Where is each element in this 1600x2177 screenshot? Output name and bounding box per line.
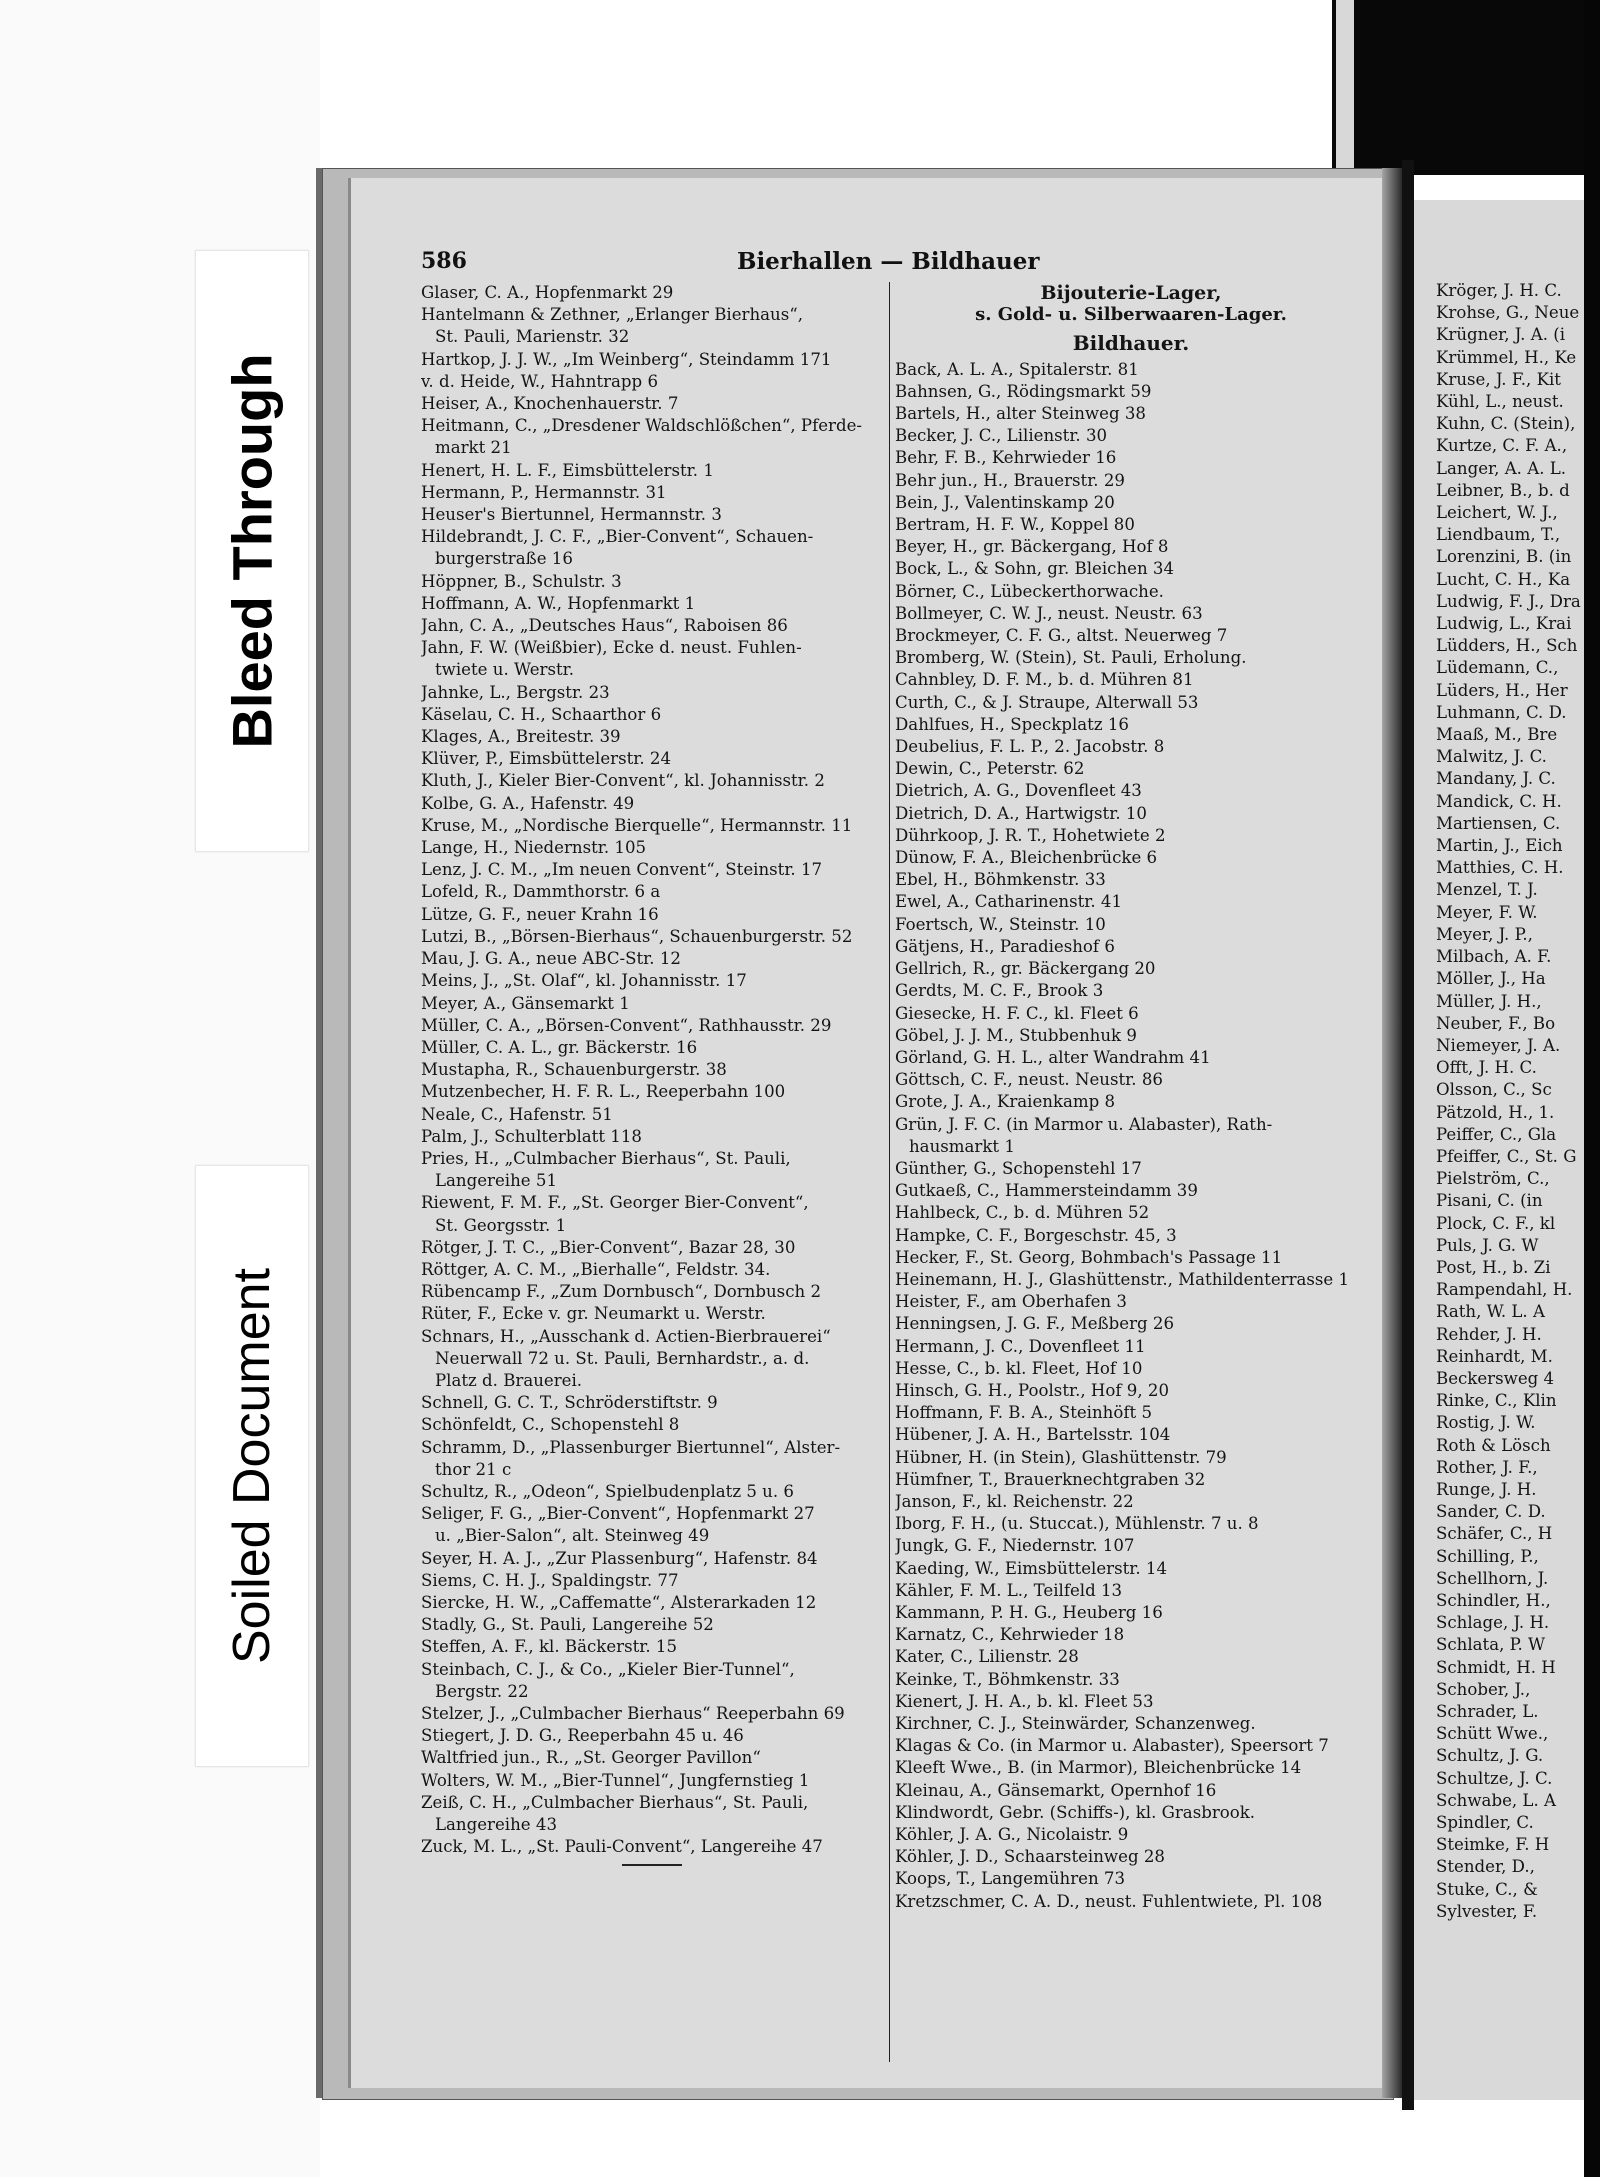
- directory-entry: Kleeft Wwe., B. (in Marmor), Bleichenbrücke 14: [895, 1758, 1302, 1778]
- facing-entry: Schütt Wwe.,: [1436, 1724, 1549, 1744]
- directory-entry: Henert, H. L. F., Eimsbüttelerstr. 1: [421, 460, 714, 480]
- book-gutter: [1382, 168, 1402, 2098]
- directory-entry: Seliger, F. G., „Bier-Convent“, Hopfenmarkt 27: [421, 1504, 815, 1524]
- directory-entry: Rübencamp F., „Zum Dornbusch“, Dornbusch 2: [421, 1282, 822, 1302]
- directory-entry: Hecker, F., St. Georg, Bohmbach's Passage 11: [895, 1247, 1283, 1267]
- directory-entry: Müller, C. A., „Börsen-Convent“, Rathhausstr. 29: [421, 1015, 832, 1035]
- directory-entry: Hartkop, J. J. W., „Im Weinberg“, Steindamm 171: [421, 349, 832, 369]
- directory-entry: Karnatz, C., Kehrwieder 18: [895, 1625, 1125, 1645]
- directory-entry: Bein, J., Valentinskamp 20: [895, 492, 1115, 512]
- directory-entry: Stelzer, J., „Culmbacher Bierhaus“ Reeperbahn 69: [421, 1704, 845, 1723]
- facing-entry: Rampendahl, H.: [1436, 1280, 1573, 1300]
- directory-entry: Heitmann, C., „Dresdener Waldschlößchen“, Pferde-: [421, 416, 863, 436]
- facing-entry: Sander, C. D.: [1436, 1502, 1546, 1522]
- facing-entry: Kuhn, C. (Stein),: [1436, 414, 1576, 434]
- directory-entry: Hantelmann & Zethner, „Erlanger Bierhaus“,: [421, 305, 804, 325]
- directory-entry: Ewel, A., Catharinenstr. 41: [895, 892, 1123, 912]
- bildhauer-heading: Bildhauer.: [1072, 331, 1190, 356]
- directory-entry: Bergstr. 22: [435, 1681, 529, 1701]
- directory-entry: Köhler, J. D., Schaarsteinweg 28: [895, 1847, 1165, 1867]
- directory-entry: Langereihe 51: [435, 1171, 557, 1191]
- directory-entry: Stadly, G., St. Pauli, Langereihe 52: [421, 1615, 714, 1635]
- facing-entry: Lorenzini, B. (in: [1436, 547, 1572, 567]
- directory-entry: St. Georgsstr. 1: [435, 1215, 567, 1235]
- directory-entry: Günther, G., Schopenstehl 17: [895, 1158, 1142, 1178]
- facing-page-column: [1436, 280, 1586, 1923]
- facing-entry: Malwitz, J. C.: [1436, 747, 1547, 767]
- facing-entry: Schultze, J. C.: [1436, 1768, 1553, 1788]
- directory-entry: Deubelius, F. L. P., 2. Jacobstr. 8: [895, 737, 1165, 757]
- directory-entry: Gerdts, M. C. F., Brook 3: [895, 981, 1104, 1001]
- dark-scan-edge: [1332, 0, 1600, 175]
- bleed-through-label-text: Bleed Through: [220, 353, 284, 749]
- directory-entry: Hümfner, T., Brauerknechtgraben 32: [895, 1469, 1206, 1489]
- facing-entry: Niemeyer, J. A.: [1436, 1035, 1561, 1055]
- facing-entry: Schlage, J. H.: [1436, 1613, 1550, 1633]
- directory-entry: Lütze, G. F., neuer Krahn 16: [421, 904, 659, 924]
- directory-entry: Bromberg, W. (Stein), St. Pauli, Erholung.: [895, 648, 1247, 668]
- directory-entry: Ebel, H., Böhmkenstr. 33: [895, 870, 1106, 890]
- facing-entry: Spindler, C.: [1436, 1813, 1534, 1833]
- directory-entry: Heiser, A., Knochenhauerstr. 7: [421, 394, 679, 414]
- directory-entry: Gellrich, R., gr. Bäckergang 20: [895, 959, 1156, 979]
- directory-entry: Hübener, J. A. H., Bartelsstr. 104: [895, 1425, 1171, 1445]
- directory-entry: Hesse, C., b. kl. Fleet, Hof 10: [895, 1358, 1143, 1378]
- page-gap: [1402, 160, 1414, 2110]
- directory-entry: Meyer, A., Gänsemarkt 1: [421, 993, 630, 1013]
- directory-entry: Kolbe, G. A., Hafenstr. 49: [421, 793, 635, 813]
- left-column: [421, 282, 883, 1866]
- soiled-document-label: [195, 1165, 309, 1767]
- directory-entry: Back, A. L. A., Spitalerstr. 81: [895, 359, 1139, 379]
- directory-entry: twiete u. Werstr.: [435, 660, 575, 680]
- directory-entry: Röttger, A. C. M., „Bierhalle“, Feldstr. 34.: [421, 1259, 771, 1279]
- facing-entry: Stender, D.,: [1436, 1857, 1535, 1877]
- directory-entry: Schnars, H., „Ausschank d. Actien-Bierbrauerei“: [421, 1326, 831, 1346]
- facing-entry: Pielström, C.,: [1436, 1169, 1550, 1189]
- directory-entry: Beyer, H., gr. Bäckergang, Hof 8: [895, 537, 1169, 557]
- directory-entry: Riewent, F. M. F., „St. Georger Bier-Convent“,: [421, 1193, 809, 1213]
- facing-entry: Schlata, P. W: [1436, 1635, 1546, 1655]
- directory-entry: Lenz, J. C. M., „Im neuen Convent“, Steinstr. 17: [421, 860, 823, 880]
- directory-entry: Brockmeyer, C. F. G., altst. Neuerweg 7: [895, 626, 1228, 646]
- facing-entry: Pisani, C. (in: [1436, 1191, 1543, 1211]
- facing-entry: Runge, J. H.: [1436, 1479, 1537, 1499]
- directory-entry: Heister, F., am Oberhafen 3: [895, 1292, 1127, 1312]
- facing-entry: Kurtze, C. F. A.,: [1436, 436, 1568, 456]
- directory-entry: Dewin, C., Peterstr. 62: [895, 759, 1085, 779]
- directory-entry: Lutzi, B., „Börsen-Bierhaus“, Schauenburgerstr. 52: [421, 926, 853, 946]
- directory-entry: Hermann, J. C., Dovenfleet 11: [895, 1336, 1146, 1356]
- directory-entry: Behr, F. B., Kehrwieder 16: [895, 448, 1117, 468]
- directory-entry: Neale, C., Hafenstr. 51: [421, 1104, 613, 1124]
- directory-entry: Gätjens, H., Paradieshof 6: [895, 936, 1115, 956]
- directory-entry: Janson, F., kl. Reichenstr. 22: [895, 1491, 1134, 1511]
- directory-entry: Mau, J. G. A., neue ABC-Str. 12: [421, 949, 681, 969]
- directory-entry: Steffen, A. F., kl. Bäckerstr. 15: [421, 1637, 678, 1657]
- bijouterie-heading: Bijouterie-Lager,: [1040, 282, 1222, 304]
- facing-entry: Kröger, J. H. C.: [1436, 281, 1562, 300]
- directory-entry: v. d. Heide, W., Hahntrapp 6: [421, 371, 659, 391]
- directory-entry: Heinemann, H. J., Glashüttenstr., Mathildenterrasse 1: [895, 1269, 1350, 1289]
- facing-entry: Leibner, B., b. d: [1436, 480, 1570, 500]
- facing-entry: Neuber, F., Bo: [1436, 1013, 1556, 1033]
- directory-entry: Hermann, P., Hermannstr. 31: [421, 482, 667, 502]
- directory-entry: Kammann, P. H. G., Heuberg 16: [895, 1602, 1163, 1622]
- directory-entry: burgerstraße 16: [435, 549, 573, 569]
- facing-entry: Schmidt, H. H: [1436, 1657, 1556, 1677]
- facing-entry: Puls, J. G. W: [1436, 1235, 1539, 1255]
- directory-entry: Schramm, D., „Plassenburger Biertunnel“, Alster-: [421, 1437, 841, 1457]
- directory-entry: Foertsch, W., Steinstr. 10: [895, 914, 1106, 934]
- facing-entry: Rehder, J. H.: [1436, 1324, 1542, 1344]
- facing-entry: Pfeiffer, C., St. G: [1436, 1146, 1577, 1166]
- facing-entry: Rostig, J. W.: [1436, 1413, 1536, 1433]
- directory-entry: Jungk, G. F., Niedernstr. 107: [895, 1536, 1135, 1556]
- directory-entry: Siercke, H. W., „Caffematte“, Alsterarkaden 12: [421, 1592, 817, 1612]
- directory-entry: thor 21 c: [435, 1459, 512, 1479]
- directory-entry: Klindwordt, Gebr. (Schiffs-), kl. Grasbrook.: [895, 1802, 1256, 1822]
- directory-entry: Zuck, M. L., „St. Pauli-Convent“, Langereihe 47: [421, 1837, 823, 1857]
- directory-entry: Dünow, F. A., Bleichenbrücke 6: [895, 848, 1158, 868]
- directory-entry: Kaeding, W., Eimsbüttelerstr. 14: [895, 1558, 1168, 1578]
- directory-entry: Rötger, J. T. C., „Bier-Convent“, Bazar 28, 30: [421, 1237, 796, 1257]
- directory-entry: Wolters, W. M., „Bier-Tunnel“, Jungfernstieg 1: [421, 1770, 810, 1790]
- facing-entry: Krohse, G., Neue: [1436, 303, 1580, 323]
- facing-page: [1414, 200, 1586, 2100]
- directory-entry: Platz d. Brauerei.: [435, 1370, 583, 1390]
- directory-entry: Seyer, H. A. J., „Zur Plassenburg“, Hafenstr. 84: [421, 1548, 818, 1568]
- directory-entry: Hildebrandt, J. C. F., „Bier-Convent“, Schauen-: [421, 527, 814, 547]
- directory-entry: Bahnsen, G., Rödingsmarkt 59: [895, 381, 1152, 401]
- facing-entry: Reinhardt, M.: [1436, 1346, 1553, 1366]
- directory-entry: Becker, J. C., Lilienstr. 30: [895, 426, 1108, 446]
- directory-entry: Langereihe 43: [435, 1815, 557, 1835]
- facing-entry: Möller, J., Ha: [1436, 969, 1546, 989]
- facing-entry: Schellhorn, J.: [1436, 1568, 1549, 1588]
- facing-entry: Mandick, C. H.: [1436, 791, 1562, 811]
- facing-entry: Meyer, J. P.,: [1436, 924, 1533, 944]
- directory-entry: Waltfried jun., R., „St. Georger Pavillon“: [421, 1748, 761, 1768]
- directory-entry: Pries, H., „Culmbacher Bierhaus“, St. Pauli,: [421, 1148, 791, 1168]
- book-page: [348, 178, 1387, 2088]
- directory-entry: Mustapha, R., Schauenburgerstr. 38: [421, 1060, 727, 1080]
- directory-entry: Iborg, F. H., (u. Stuccat.), Mühlenstr. 7 u. 8: [895, 1514, 1259, 1534]
- directory-entry: Bertram, H. F. W., Koppel 80: [895, 515, 1135, 535]
- directory-entry: Schönfeldt, C., Schopenstehl 8: [421, 1415, 680, 1435]
- directory-entry: Göbel, J. J. M., Stubbenhuk 9: [895, 1025, 1137, 1045]
- directory-entry: Kirchner, C. J., Steinwärder, Schanzenweg.: [895, 1714, 1256, 1733]
- directory-entry: Stiegert, J. D. G., Reeperbahn 45 u. 46: [421, 1726, 744, 1746]
- facing-entry: Liendbaum, T.,: [1436, 525, 1561, 545]
- facing-entry: Matthies, C. H.: [1436, 858, 1564, 878]
- directory-entry: Koops, T., Langemühren 73: [895, 1869, 1126, 1889]
- directory-entry: Henningsen, J. G. F., Meßberg 26: [895, 1314, 1175, 1334]
- directory-entry: Grote, J. A., Kraienkamp 8: [895, 1092, 1116, 1112]
- facing-entry: Langer, A. A. L.: [1436, 458, 1567, 478]
- directory-entry: Kleinau, A., Gänsemarkt, Opernhof 16: [895, 1780, 1217, 1800]
- directory-entry: Hahlbeck, C., b. d. Mühren 52: [895, 1203, 1150, 1223]
- right-dark-edge: [1584, 0, 1600, 2177]
- facing-entry: Maaß, M., Bre: [1436, 725, 1558, 745]
- soiled-document-label-text: Soiled Document: [223, 1268, 281, 1664]
- facing-entry: Müller, J. H.,: [1436, 991, 1542, 1011]
- directory-entry: Steinbach, C. J., & Co., „Kieler Bier-Tunnel“,: [421, 1659, 795, 1679]
- directory-entry: St. Pauli, Marienstr. 32: [435, 327, 630, 347]
- directory-entry: Klagas & Co. (in Marmor u. Alabaster), Speersort 7: [895, 1736, 1329, 1756]
- facing-entry: Offt, J. H. C.: [1436, 1058, 1537, 1078]
- facing-entry: Schultz, J. G.: [1436, 1746, 1544, 1766]
- directory-entry: u. „Bier-Salon“, alt. Steinweg 49: [435, 1526, 710, 1546]
- directory-entry: Grün, J. F. C. (in Marmor u. Alabaster), Rath-: [895, 1114, 1273, 1134]
- bleed-through-label: [195, 250, 309, 852]
- directory-entry: Jahn, C. A., „Deutsches Haus“, Raboisen 86: [421, 616, 788, 636]
- directory-entry: Behr jun., H., Brauerstr. 29: [895, 470, 1125, 490]
- directory-entry: Glaser, C. A., Hopfenmarkt 29: [421, 283, 674, 302]
- directory-entry: Schultz, R., „Odeon“, Spielbudenplatz 5 u. 6: [421, 1481, 794, 1501]
- directory-entry: Siems, C. H. J., Spaldingstr. 77: [421, 1570, 679, 1590]
- directory-entry: Bartels, H., alter Steinweg 38: [895, 404, 1146, 424]
- column-divider: [889, 282, 890, 2062]
- directory-entry: Rüter, F., Ecke v. gr. Neumarkt u. Werstr.: [421, 1304, 766, 1324]
- end-rule: [622, 1864, 682, 1866]
- directory-entry: Lofeld, R., Dammthorstr. 6 a: [421, 882, 661, 902]
- facing-entry: Martin, J., Eich: [1436, 836, 1563, 856]
- facing-entry: Schindler, H.,: [1436, 1590, 1551, 1610]
- facing-entry: Peiffer, C., Gla: [1436, 1124, 1557, 1144]
- facing-entry: Krümmel, H., Ke: [1436, 347, 1577, 367]
- directory-entry: Görland, G. H. L., alter Wandrahm 41: [895, 1047, 1211, 1067]
- directory-entry: Hübner, H. (in Stein), Glashüttenstr. 79: [895, 1447, 1227, 1467]
- directory-entry: Köhler, J. A. G., Nicolaistr. 9: [895, 1825, 1129, 1845]
- directory-entry: Hoffmann, F. B. A., Steinhöft 5: [895, 1403, 1152, 1423]
- facing-entry: Ludwig, L., Krai: [1436, 614, 1572, 634]
- facing-entry: Rinke, C., Klin: [1436, 1391, 1557, 1411]
- facing-entry: Post, H., b. Zi: [1436, 1257, 1551, 1277]
- directory-entry: Dietrich, D. A., Hartwigstr. 10: [895, 803, 1147, 823]
- facing-entry: Menzel, T. J.: [1436, 880, 1538, 900]
- facing-entry: Krügner, J. A. (i: [1436, 325, 1566, 345]
- directory-entry: Kruse, M., „Nordische Bierquelle“, Hermannstr. 11: [421, 815, 853, 835]
- facing-entry: Rath, W. L. A: [1436, 1302, 1545, 1322]
- directory-entry: Göttsch, C. F., neust. Neustr. 86: [895, 1070, 1163, 1090]
- bildhauer-entries: [895, 359, 1367, 1913]
- directory-entry: Bollmeyer, C. W. J., neust. Neustr. 63: [895, 603, 1203, 623]
- directory-entry: Meins, J., „St. Olaf“, kl. Johannisstr. 17: [421, 971, 747, 991]
- directory-entry: Kater, C., Lilienstr. 28: [895, 1647, 1079, 1667]
- facing-entry: Schober, J.,: [1436, 1679, 1531, 1699]
- directory-entry: Keinke, T., Böhmkenstr. 33: [895, 1669, 1120, 1689]
- directory-entry: markt 21: [435, 438, 512, 458]
- facing-entry: Pätzold, H., 1.: [1436, 1102, 1555, 1122]
- directory-entry: Dührkoop, J. R. T., Hohetwiete 2: [895, 825, 1166, 845]
- directory-entry: Mutzenbecher, H. F. R. L., Reeperbahn 100: [421, 1082, 786, 1102]
- directory-entry: Dahlfues, H., Speckplatz 16: [895, 714, 1129, 734]
- directory-entry: Palm, J., Schulterblatt 118: [421, 1126, 642, 1146]
- facing-entry: Schrader, L.: [1436, 1702, 1539, 1721]
- facing-entry: Plock, C. F., kl: [1436, 1213, 1556, 1233]
- facing-entry: Lüdemann, C.,: [1436, 658, 1559, 678]
- facing-entry: Kruse, J. F., Kit: [1436, 369, 1561, 389]
- facing-entry: Meyer, F. W.: [1436, 902, 1538, 922]
- facing-entry: Stuke, C., &: [1436, 1879, 1538, 1899]
- facing-entry: Kühl, L., neust.: [1436, 392, 1564, 412]
- directory-entry: Jahnke, L., Bergstr. 23: [421, 682, 610, 702]
- directory-entry: Lange, H., Niedernstr. 105: [421, 838, 647, 858]
- facing-entry: Lüders, H., Her: [1436, 680, 1568, 700]
- facing-entry: Steimke, F. H: [1436, 1835, 1550, 1855]
- right-column: [895, 282, 1367, 1913]
- facing-entry: Lucht, C. H., Ka: [1436, 569, 1571, 589]
- facing-entry: Roth & Lösch: [1436, 1435, 1551, 1455]
- directory-entry: Kähler, F. M. L., Teilfeld 13: [895, 1580, 1123, 1600]
- directory-entry: Gutkaeß, C., Hammersteindamm 39: [895, 1181, 1198, 1201]
- directory-entry: Curth, C., & J. Straupe, Alterwall 53: [895, 692, 1199, 712]
- facing-entry: Rother, J. F.,: [1436, 1457, 1538, 1477]
- facing-entry: Schilling, P.,: [1436, 1546, 1539, 1566]
- directory-entry: Dietrich, A. G., Dovenfleet 43: [895, 781, 1142, 801]
- directory-entry: Kluth, J., Kieler Bier-Convent“, kl. Johannisstr. 2: [421, 771, 825, 791]
- facing-entry: Olsson, C., Sc: [1436, 1080, 1552, 1100]
- page-number: 586: [421, 248, 467, 274]
- directory-entry: Neuerwall 72 u. St. Pauli, Bernhardstr., a. d.: [435, 1348, 810, 1368]
- facing-entry: Luhmann, C. D.: [1436, 702, 1567, 722]
- directory-entry: Giesecke, H. F. C., kl. Fleet 6: [895, 1003, 1139, 1023]
- directory-entry: hausmarkt 1: [909, 1136, 1015, 1156]
- facing-entry: Mandany, J. C.: [1436, 769, 1556, 789]
- running-title: Bierhallen — Bildhauer: [737, 248, 1040, 275]
- facing-entry: Schäfer, C., H: [1436, 1524, 1553, 1544]
- facing-entry: Schwabe, L. A: [1436, 1790, 1556, 1810]
- directory-entry: Müller, C. A. L., gr. Bäckerstr. 16: [421, 1037, 698, 1057]
- directory-entry: Bock, L., & Sohn, gr. Bleichen 34: [895, 559, 1175, 579]
- directory-entry: Klages, A., Breitestr. 39: [421, 727, 621, 747]
- directory-entry: Kretzschmer, C. A. D., neust. Fuhlentwiete, Pl. 108: [895, 1891, 1323, 1911]
- directory-entry: Kienert, J. H. A., b. kl. Fleet 53: [895, 1691, 1154, 1711]
- dark-scan-edge-inner: [1336, 0, 1354, 175]
- directory-entry: Schnell, G. C. T., Schröderstiftstr. 9: [421, 1393, 718, 1413]
- directory-entry: Hoffmann, A. W., Hopfenmarkt 1: [421, 593, 696, 613]
- facing-entry: Beckersweg 4: [1436, 1368, 1555, 1388]
- facing-entry: Martiensen, C.: [1436, 813, 1561, 833]
- directory-entry: Klüver, P., Eimsbüttelerstr. 24: [421, 749, 672, 769]
- facing-entry: Milbach, A. F.: [1436, 947, 1552, 967]
- facing-entry: Sylvester, F.: [1436, 1901, 1538, 1921]
- directory-entry: Hampke, C. F., Borgeschstr. 45, 3: [895, 1225, 1177, 1245]
- directory-entry: Käselau, C. H., Schaarthor 6: [421, 704, 662, 724]
- directory-entry: Jahn, F. W. (Weißbier), Ecke d. neust. Fuhlen-: [421, 638, 802, 658]
- bijouterie-crossref: s. Gold- u. Silberwaaren-Lager.: [975, 304, 1287, 326]
- directory-entry: Heuser's Biertunnel, Hermannstr. 3: [421, 505, 722, 525]
- directory-entry: Zeiß, C. H., „Culmbacher Bierhaus“, St. Pauli,: [421, 1792, 809, 1812]
- facing-entry: Lüdders, H., Sch: [1436, 636, 1578, 656]
- directory-entry: Hinsch, G. H., Poolstr., Hof 9, 20: [895, 1380, 1170, 1400]
- directory-entry: Börner, C., Lübeckerthorwache.: [895, 581, 1164, 601]
- directory-entry: Cahnbley, D. F. M., b. d. Mühren 81: [895, 670, 1194, 690]
- facing-entry: Leichert, W. J.,: [1436, 503, 1558, 523]
- facing-entry: Ludwig, F. J., Dra: [1436, 591, 1581, 611]
- directory-entry: Höppner, B., Schulstr. 3: [421, 571, 622, 591]
